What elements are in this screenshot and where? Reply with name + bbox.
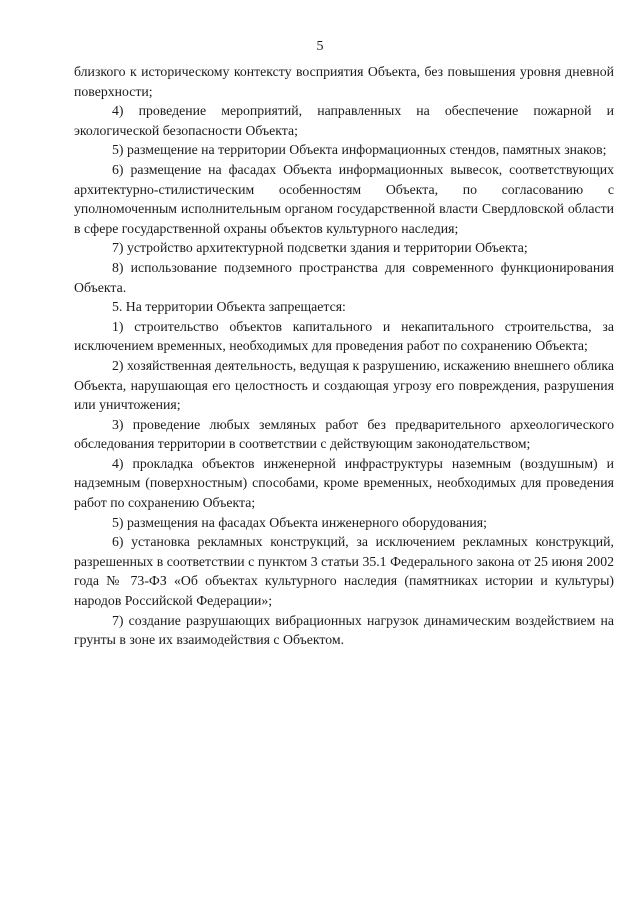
prohibition-item-2: 2) хозяйственная деятельность, ведущая к разрушению, искажению внешнего облика Объекта, нарушающая его целостность и создающая угрозу его повреждения, разрушения или уничтожения; (74, 357, 614, 413)
prohibition-item-1: 1) строительство объектов капитального и некапитального строительства, за исключением временных, необходимых для проведения работ по сохранению Объекта; (74, 318, 614, 354)
prohibition-item-5: 5) размещения на фасадах Объекта инженерного оборудования; (112, 514, 487, 530)
prohibition-item-7: 7) создание разрушающих вибрационных нагрузок динамическим воздействием на грунты в зоне их взаимодействия с Объектом. (74, 612, 614, 648)
paragraph-continuation: близкого к историческому контексту восприятия Объекта, без повышения уровня дневной поверхности; (74, 64, 614, 99)
page-number: 5 (316, 39, 324, 54)
section-heading-prohibitions: 5. На территории Объекта запрещается: (112, 299, 346, 315)
paragraph-item-7-lighting: 7) устройство архитектурной подсветки здания и территории Объекта; (112, 240, 528, 256)
prohibition-item-6: 6) установка рекламных конструкций, за исключением рекламных конструкций, разрешенных в соответствии с пунктом 3 статьи 35.1 Федерального закона от 25 июня 2002 года № 73-ФЗ «Об объектах культурного наследия (памятниках истории и культуры) народов Российской Федерации»; (74, 534, 614, 609)
prohibition-item-4: 4) прокладка объектов инженерной инфраструктуры наземным (воздушным) и надземным (поверхностным) способами, кроме временных, необходимых для проведения работ по сохранению Объекта; (74, 455, 614, 511)
document-body (74, 62, 614, 650)
paragraph-item-5-info-stands: 5) размещение на территории Объекта информационных стендов, памятных знаков; (112, 142, 607, 158)
paragraph-item-8-underground: 8) использование подземного пространства для современного функционирования Объекта. (74, 259, 614, 295)
paragraph-item-6-signage: 6) размещение на фасадах Объекта информационных вывесок, соответствующих архитектурно-стилистическим особенностям Объекта, по согласованию с уполномоченным исполнительным органом государственной власти Свердловской области в сфере государственной охраны объектов культурного наследия; (74, 161, 614, 236)
prohibition-item-3: 3) проведение любых земляных работ без предварительного археологического обследования территории в соответствии с действующим законодательством; (74, 416, 614, 452)
paragraph-item-4-fire-safety: 4) проведение мероприятий, направленных на обеспечение пожарной и экологической безопасности Объекта; (74, 103, 614, 138)
